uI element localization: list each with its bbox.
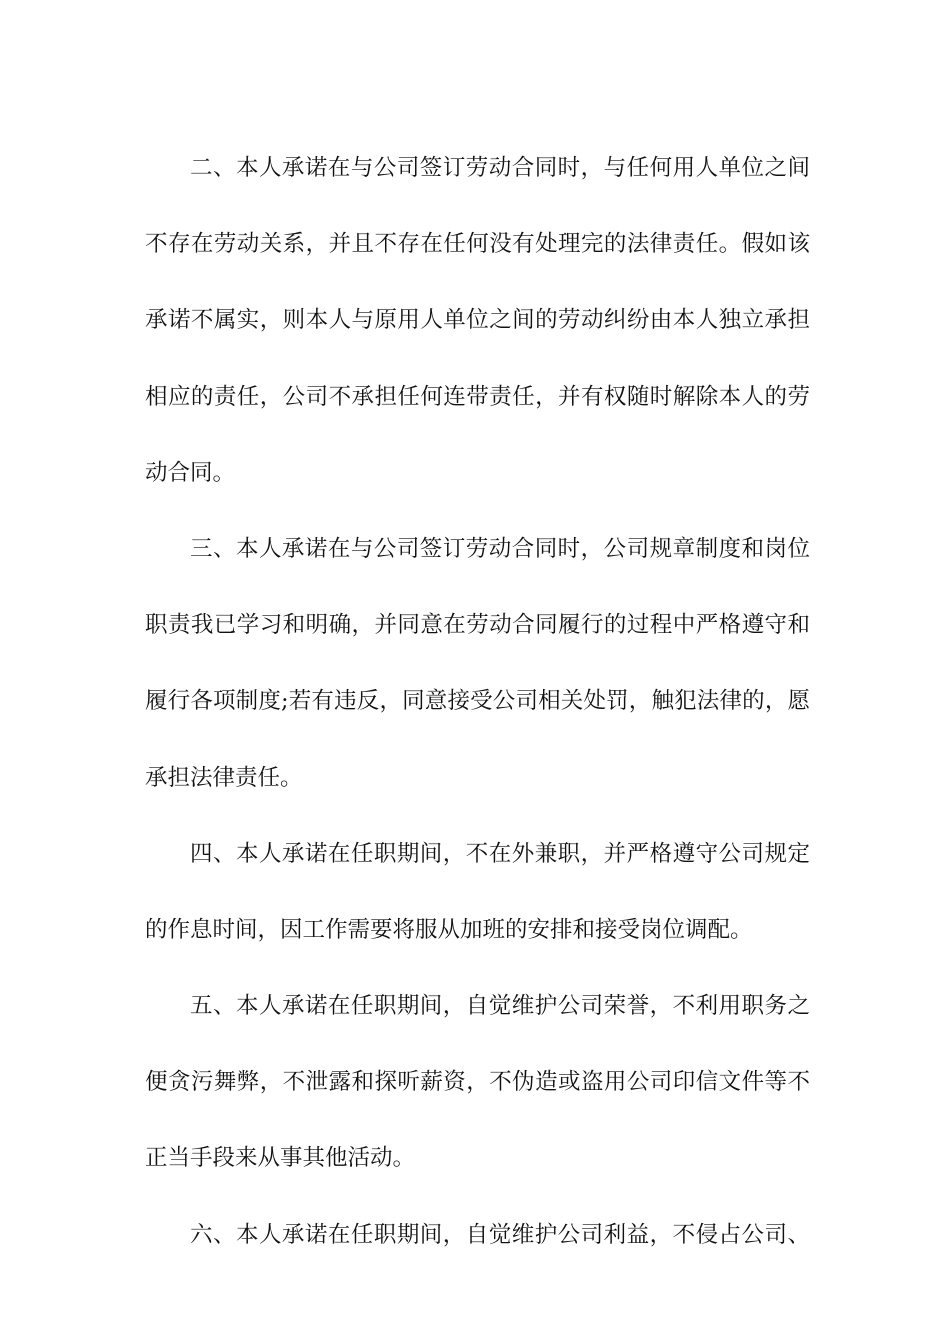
paragraph-clause-5 — [145, 968, 810, 1197]
text-line: 职责我已学习和明确，并同意在劳动合同履行的过程中严格遵守和 — [145, 612, 810, 639]
text-line: 的作息时间，因工作需要将服从加班的安排和接受岗位调配。 — [145, 916, 753, 943]
document-body — [145, 130, 810, 1273]
paragraph-clause-4 — [145, 816, 810, 968]
text-line: 二、本人承诺在与公司签订劳动合同时，与任何用人单位之间 — [190, 155, 810, 181]
text-line: 承担法律责任。 — [145, 764, 303, 791]
paragraph-clause-3 — [145, 511, 810, 816]
text-line: 动合同。 — [145, 459, 236, 486]
text-line: 承诺不属实，则本人与原用人单位之间的劳动纠纷由本人独立承担 — [145, 307, 810, 334]
text-line: 五、本人承诺在任职期间，自觉维护公司荣誉，不利用职务之 — [190, 993, 810, 1020]
text-line: 正当手段来从事其他活动。 — [145, 1145, 416, 1172]
text-line: 相应的责任，公司不承担任何连带责任，并有权随时解除本人的劳 — [145, 383, 810, 410]
text-line: 四、本人承诺在任职期间，不在外兼职，并严格遵守公司规定 — [190, 840, 810, 867]
text-line: 不存在劳动关系，并且不存在任何没有处理完的法律责任。假如该 — [145, 231, 810, 258]
text-line: 便贪污舞弊，不泄露和探听薪资，不伪造或盗用公司印信文件等不 — [145, 1069, 810, 1096]
text-line: 六、本人承诺在任职期间，自觉维护公司利益，不侵占公司、 — [190, 1221, 810, 1248]
text-line: 履行各项制度;若有违反，同意接受公司相关处罚，触犯法律的，愿 — [145, 688, 810, 715]
paragraph-clause-6 — [145, 1197, 810, 1273]
text-line: 三、本人承诺在与公司签订劳动合同时，公司规章制度和岗位 — [190, 535, 810, 562]
paragraph-clause-2 — [145, 130, 810, 511]
